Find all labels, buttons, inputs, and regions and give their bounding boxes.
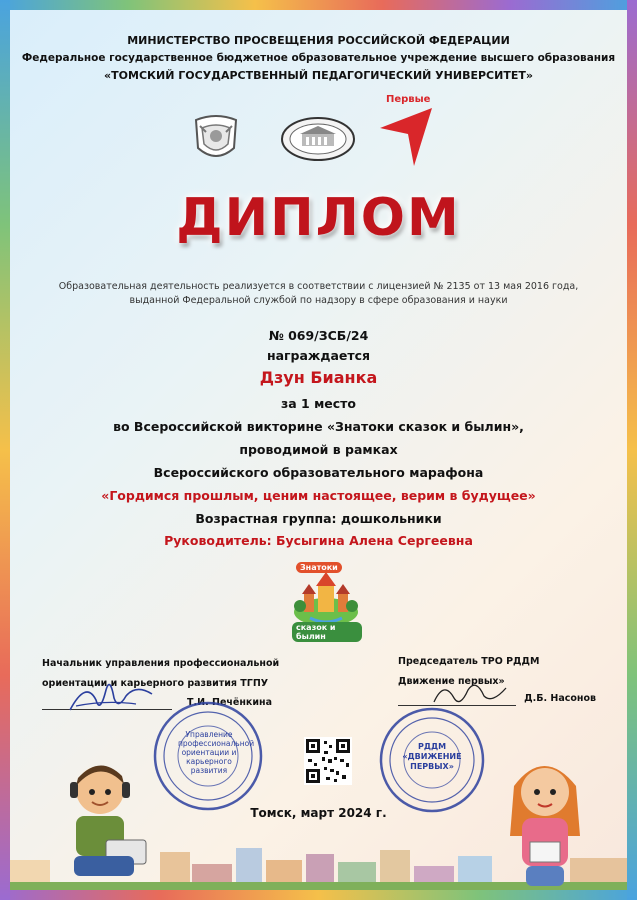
- pervye-logo: [378, 94, 438, 170]
- recipient-name: Дзун Бианка: [259, 368, 378, 387]
- quiz-text: во Всероссийской викторине «Знатоки сказок и былин»,: [113, 419, 524, 434]
- pervye-label: Первые: [386, 94, 431, 105]
- diploma-number: № 069/ЗСБ/24: [268, 328, 369, 343]
- left-official-stamp: [152, 700, 264, 812]
- quiz-logo-bottom-label: сказок и былин: [292, 622, 362, 642]
- pervye-arrow-icon: [378, 94, 438, 170]
- license-line-1: Образовательная деятельность реализуется в соответствии с лицензией № 2135 от 13 мая 2016 года,: [58, 281, 579, 292]
- institution-type: Федеральное государственное бюджетное образовательное учреждение высшего образования: [21, 52, 616, 64]
- left-signatory-line-2: ориентации и карьерного развития ТГПУ: [42, 678, 269, 689]
- border-bottom: [0, 890, 637, 900]
- place-text: за 1 место: [280, 396, 357, 411]
- border-left: [0, 0, 10, 900]
- girl-with-book-icon: [500, 746, 590, 890]
- license-line-2: выданной Федеральной службой по надзору в сфере образования и науки: [129, 295, 508, 306]
- diploma-title: ДИПЛОМ: [176, 188, 461, 248]
- right-signatory-line-1: Председатель ТРО РДДМ: [398, 656, 540, 667]
- university-building-icon: [280, 116, 356, 162]
- border-right: [627, 0, 637, 900]
- ministry-heading: МИНИСТЕРСТВО ПРОСВЕЩЕНИЯ РОССИЙСКОЙ ФЕДЕРАЦИИ: [127, 34, 510, 47]
- right-handwritten-signature: [430, 672, 510, 712]
- left-stamp-text: Управление профессиональной ориентации и карьерного развития: [178, 730, 255, 775]
- place-and-date: Томск, март 2024 г.: [250, 806, 387, 820]
- left-signatory-name: Т.И. Печёнкина: [187, 697, 272, 708]
- left-signatory-line-1: Начальник управления профессиональной: [42, 658, 280, 669]
- awarded-text: награждается: [266, 348, 371, 363]
- right-signatory-name: Д.Б. Насонов: [524, 693, 596, 704]
- quiz-logo-top-label: Знатоки: [296, 562, 342, 573]
- right-official-stamp: [378, 706, 486, 814]
- border-top: [0, 0, 637, 10]
- university-name: «ТОМСКИЙ ГОСУДАРСТВЕННЫЙ ПЕДАГОГИЧЕСКИЙ УНИВЕРСИТЕТ»: [104, 69, 533, 82]
- held-text: проводимой в рамках: [239, 442, 398, 457]
- right-signatory-line-2: Движение первых»: [398, 676, 505, 687]
- leader-text: Руководитель: Бусыгина Алена Сергеевна: [164, 533, 473, 548]
- ministry-emblem-icon: [188, 110, 244, 166]
- qr-code-icon: [304, 737, 352, 785]
- license-text: [40, 280, 597, 308]
- age-group-text: Возрастная группа: дошкольники: [195, 511, 442, 526]
- right-stamp-text: РДДМ «ДВИЖЕНИЕ ПЕРВЫХ»: [402, 742, 462, 771]
- left-handwritten-signature: [66, 670, 156, 720]
- boy-with-laptop-icon: [56, 756, 156, 890]
- slogan-text: «Гордимся прошлым, ценим настоящее, верим в будущее»: [101, 488, 536, 503]
- quiz-logo: [290, 562, 362, 641]
- marathon-text: Всероссийского образовательного марафона: [153, 465, 484, 480]
